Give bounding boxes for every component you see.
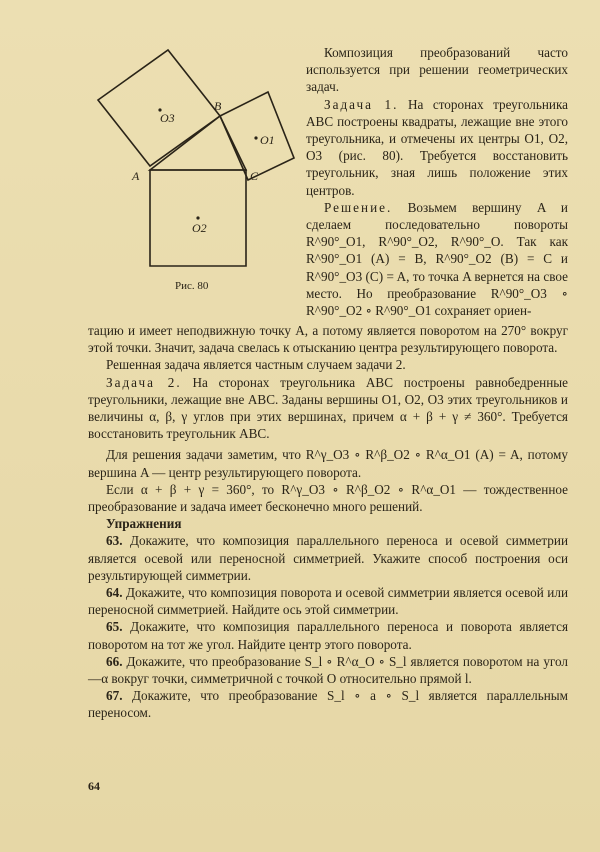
task2-text: На сторонах треугольника ABC построены равнобедренные треугольники, лежащие вне ABC. Заданы вершины O1, O2, O3 этих треугольников и величины α, β, γ углов при этих вершинах, причем α + β + γ ≠ 360°. Требуется восстановить треугольник ABC. bbox=[88, 374, 569, 442]
exercise-text: Докажите, что композиция параллельного переноса и поворота является поворотом на тот же угол. Найдите центр этого поворота. bbox=[88, 619, 569, 652]
exercise-67 bbox=[88, 687, 568, 721]
exercise-text: Докажите, что композиция поворота и осевой симметрии является осевой или переносной симметрией. Найдите ось этой симметрии. bbox=[88, 585, 568, 618]
figure-caption: Рис. 80 bbox=[175, 280, 209, 292]
exercises-heading: Упражнения bbox=[106, 516, 182, 532]
intro-paragraph: Композиция преобразований часто используется при решении геометрических задач. bbox=[306, 45, 568, 95]
exercise-number: 63. bbox=[106, 533, 123, 549]
solution-continued: тацию и имеет неподвижную точку A, а потому является поворотом на 270° вокруг этой точки. Значит, задача свелась к отысканию центра результирующего поворота. bbox=[88, 323, 568, 356]
figure-80 bbox=[88, 40, 298, 280]
label-o3: O3 bbox=[160, 111, 175, 125]
right-column bbox=[306, 44, 568, 319]
center-o1-dot bbox=[254, 136, 257, 139]
exercise-65 bbox=[88, 618, 568, 652]
solution-label: Решение. bbox=[324, 199, 393, 215]
exercise-64 bbox=[88, 584, 568, 618]
exercise-text: Докажите, что преобразование S_l ∘ a ∘ S_l является параллельным переносом. bbox=[88, 688, 569, 721]
label-b: B bbox=[214, 99, 222, 113]
label-a: A bbox=[132, 169, 140, 183]
label-o2: O2 bbox=[192, 221, 207, 235]
exercise-63 bbox=[88, 532, 568, 584]
solution2-paragraph: Для решения задачи заметим, что R^γ_O3 ∘ R^β_O2 ∘ R^α_O1 (A) = A, потому вершина A — центр результирующего поворота. bbox=[88, 447, 568, 480]
body-text bbox=[88, 322, 568, 722]
square-bc bbox=[220, 92, 294, 180]
exercise-number: 65. bbox=[106, 619, 123, 635]
label-o1: O1 bbox=[260, 133, 275, 147]
page-number: 64 bbox=[88, 779, 100, 793]
center-o2-dot bbox=[196, 216, 199, 219]
exercise-text: Докажите, что композиция параллельного переноса и осевой симметрии является осевой или переносной симметрией. Укажите способ построения оси результирующей симметрии. bbox=[88, 533, 569, 583]
task1-text: На сторонах треугольника ABC построены квадраты, лежащие вне этого треугольника, и отмечены их центры O1, O2, O3 (рис. 80). Требуется восстановить треугольник, зная лишь положение этих центров. bbox=[306, 96, 569, 198]
exercise-number: 67. bbox=[106, 688, 123, 704]
task2-paragraph bbox=[88, 374, 568, 443]
solution2b-paragraph: Если α + β + γ = 360°, то R^γ_O3 ∘ R^β_O2 ∘ R^α_O1 — тождественное преобразование и задача имеет бесконечно много решений. bbox=[88, 481, 568, 515]
exercise-66 bbox=[88, 653, 568, 687]
solution1-paragraph bbox=[306, 199, 568, 319]
solved-note: Решенная задача является частным случаем задачи 2. bbox=[106, 357, 406, 373]
exercise-number: 66. bbox=[106, 653, 123, 669]
exercise-number: 64. bbox=[106, 585, 123, 601]
task1-label: Задача 1. bbox=[324, 96, 399, 112]
label-c: C bbox=[250, 169, 259, 183]
solution1-text: Возьмем вершину A и сделаем последовательно повороты R^90°_O1, R^90°_O2, R^90°_O. Так как R^90°_O1 (A) = B, R^90°_O2 (B) = C и R^90°_O3 (C) = A, то точка A вернется на свое место. Но преобразование R^90°_O3 ∘ R^90°_O2 ∘ R^90°_O1 сохраняет ориен- bbox=[306, 199, 568, 319]
square-ab bbox=[98, 50, 220, 166]
task2-label: Задача 2. bbox=[106, 374, 182, 390]
task1-paragraph bbox=[306, 96, 568, 199]
exercise-text: Докажите, что преобразование S_l ∘ R^α_O ∘ S_l является поворотом на угол —α вокруг точки, симметричной с точкой O относительно прямой l. bbox=[88, 653, 569, 687]
